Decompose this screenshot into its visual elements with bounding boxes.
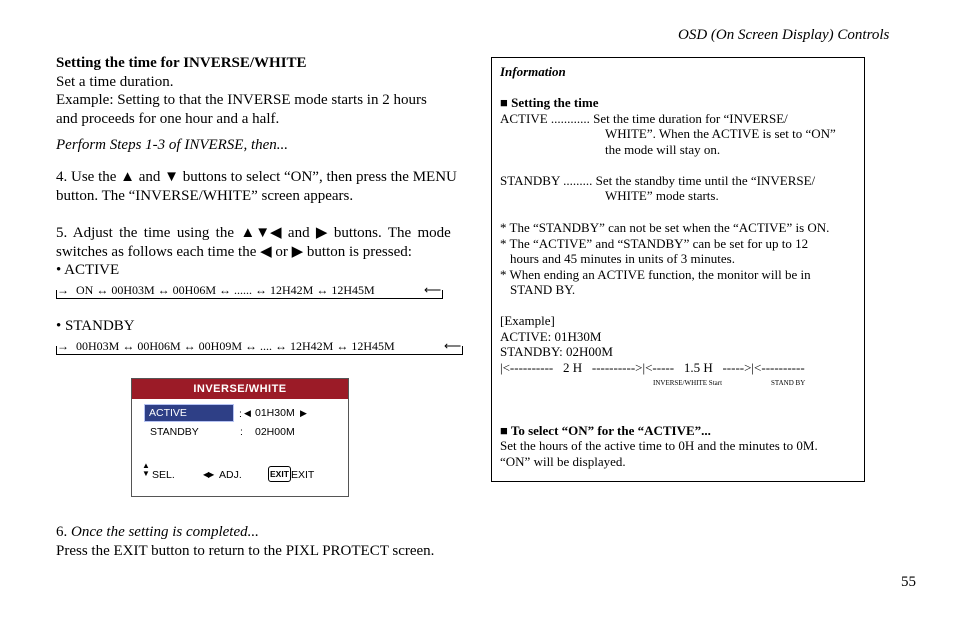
standby-bullet: • STANDBY	[56, 318, 135, 334]
select-on-line-1: Set the hours of the active time to 0H and the minutes to 0M.	[500, 438, 818, 453]
note-1: * The “STANDBY” can not be set when the “ACTIVE” is ON.	[500, 220, 830, 235]
left-arrow-icon[interactable]: ◀	[244, 408, 251, 418]
heading: Setting the time for INVERSE/WHITE	[56, 55, 307, 71]
example-standby: STANDBY: 02H00M	[500, 344, 613, 359]
osd-standby-colon: :	[240, 426, 243, 438]
osd-active-item[interactable]: ACTIVE	[144, 404, 234, 422]
osd-standby-value: 02H00M	[255, 426, 295, 438]
setting-time-heading: ■ Setting the time	[500, 95, 599, 110]
osd-colon: :	[239, 408, 242, 420]
active-desc-1: ACTIVE ............ Set the time duration for “INVERSE/	[500, 111, 788, 126]
up-down-arrows-icon: ▲ ▼	[142, 461, 150, 478]
standby-desc-2: WHITE” mode starts.	[605, 188, 719, 203]
active-cycle-return-arrow: ⟵	[424, 283, 442, 297]
osd-standby-item[interactable]: STANDBY	[150, 426, 199, 438]
osd-active-value: 01H30M	[255, 407, 295, 419]
example-line-2: and proceeds for one hour and a half.	[56, 111, 280, 127]
note-2a: * The “ACTIVE” and “STANDBY” can be set for up to 12	[500, 236, 809, 251]
standby-cycle-return-arrow: ⟵	[444, 339, 462, 353]
active-desc-3: the mode will stay on.	[605, 142, 721, 157]
osd-adj-label: ADJ.	[219, 469, 242, 481]
information-box	[491, 57, 865, 482]
step6-line-2: Press the EXIT button to return to the PIXL PROTECT screen.	[56, 543, 435, 559]
timeline-start-label: INVERSE/WHITE Start	[653, 379, 723, 387]
step5-line-1: 5. Adjust the time using the ▲▼◀ and ▶ buttons. The mode	[56, 225, 451, 241]
active-bullet: • ACTIVE	[56, 262, 120, 278]
active-cycle: ON ↔ 00H03M ↔ 00H06M ↔ ...... ↔ 12H42M ↔ 12H45M	[76, 283, 375, 297]
note-2b: hours and 45 minutes in units of 3 minutes.	[510, 251, 735, 266]
osd-inverse-white-screen	[131, 378, 349, 497]
set-duration-text: Set a time duration.	[56, 74, 174, 90]
osd-title: INVERSE/WHITE	[132, 379, 348, 399]
step6-number: 6.	[56, 524, 71, 540]
info-title: Information	[500, 64, 566, 79]
standby-cycle-arrow: →	[57, 339, 69, 353]
step4-line-1: 4. Use the ▲ and ▼ buttons to select “ON”, then press the MENU	[56, 169, 457, 185]
step6-line-1	[56, 523, 259, 542]
select-on-line-2: “ON” will be displayed.	[500, 454, 626, 469]
osd-sel-label: SEL.	[152, 469, 175, 481]
perform-steps-text: Perform Steps 1-3 of INVERSE, then...	[56, 137, 289, 153]
standby-cycle: 00H03M ↔ 00H06M ↔ 00H09M ↔ .... ↔ 12H42M ↔ 12H45M	[76, 339, 395, 353]
page-number: 55	[901, 574, 916, 590]
active-cycle-arrow: →	[57, 283, 69, 297]
timeline-standby-label: STAND BY	[771, 379, 806, 387]
section-title: OSD (On Screen Display) Controls	[678, 27, 890, 43]
example-active: ACTIVE: 01H30M	[500, 329, 602, 344]
exit-key-icon[interactable]: EXIT	[268, 466, 291, 482]
example-label: [Example]	[500, 313, 555, 328]
left-right-arrows-icon: ◀▶	[203, 470, 214, 479]
active-desc-2: WHITE”. When the ACTIVE is set to “ON”	[605, 126, 836, 141]
select-on-heading: ■ To select “ON” for the “ACTIVE”...	[500, 423, 711, 438]
step6-italic: Once the setting is completed...	[71, 524, 259, 540]
note-3b: STAND BY.	[510, 282, 576, 297]
right-arrow-icon[interactable]: ▶	[300, 408, 307, 418]
example-line-1: Example: Setting to that the INVERSE mode starts in 2 hours	[56, 92, 427, 108]
step5-line-2: switches as follows each time the ◀ or ▶ button is pressed:	[56, 244, 412, 260]
step4-line-2: button. The “INVERSE/WHITE” screen appears.	[56, 188, 354, 204]
standby-desc-1: STANDBY ......... Set the standby time until the “INVERSE/	[500, 173, 816, 188]
note-3a: * When ending an ACTIVE function, the monitor will be in	[500, 267, 811, 282]
osd-exit-label: EXIT	[291, 469, 315, 481]
example-timeline: |<---------- 2 H ---------->|<----- 1.5 H ----->|<----------	[500, 360, 805, 375]
